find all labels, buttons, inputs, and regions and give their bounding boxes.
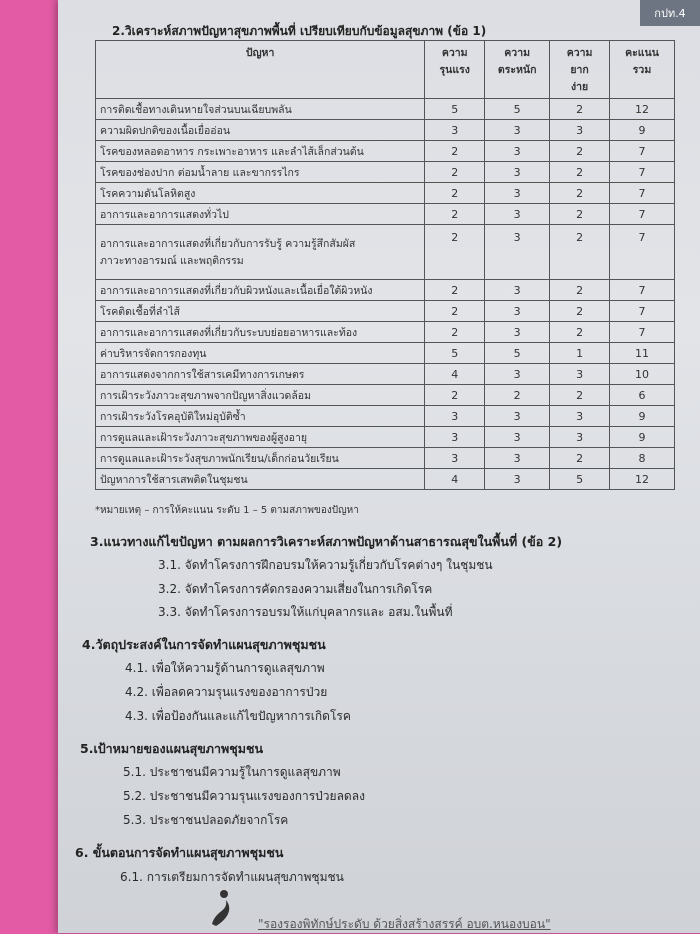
awareness-cell: 5: [485, 343, 550, 364]
severity-cell: 2: [425, 141, 485, 162]
awareness-cell: 3: [485, 141, 550, 162]
header-difficulty: ความ ยาก ง่าย: [550, 41, 610, 99]
problem-cell: ความผิดปกติของเนื้อเยื่ออ่อน: [96, 120, 425, 141]
problem-cell: โรคติดเชื้อที่ลำไส้: [96, 301, 425, 322]
total-cell: 7: [610, 204, 675, 225]
problem-cell: การติดเชื้อทางเดินหายใจส่วนบนเฉียบพลัน: [96, 99, 425, 120]
severity-cell: 2: [425, 301, 485, 322]
severity-cell: 2: [425, 225, 485, 280]
problem-cell: โรคของหลอดอาหาร กระเพาะอาหาร และลำไส้เล็กส่วนต้น: [96, 141, 425, 162]
awareness-cell: 3: [485, 280, 550, 301]
table-row: [96, 204, 675, 225]
severity-cell: 2: [425, 280, 485, 301]
awareness-cell: 3: [485, 162, 550, 183]
table-row: [96, 99, 675, 120]
table-row: [96, 385, 675, 406]
total-cell: 12: [610, 99, 675, 120]
header-total: คะแนน รวม: [610, 41, 675, 99]
difficulty-cell: 2: [550, 385, 610, 406]
awareness-cell: 3: [485, 364, 550, 385]
total-cell: 7: [610, 225, 675, 280]
total-cell: 12: [610, 469, 675, 490]
difficulty-cell: 5: [550, 469, 610, 490]
total-cell: 9: [610, 406, 675, 427]
difficulty-cell: 3: [550, 120, 610, 141]
severity-cell: 4: [425, 364, 485, 385]
difficulty-cell: 2: [550, 301, 610, 322]
list-item: 4.3. เพื่อป้องกันและแก้ไขปัญหาการเกิดโรค: [125, 709, 351, 723]
total-cell: 7: [610, 322, 675, 343]
difficulty-cell: 2: [550, 141, 610, 162]
form-code-tab: กปท.4: [640, 0, 700, 26]
awareness-cell: 2: [485, 385, 550, 406]
awareness-cell: 3: [485, 469, 550, 490]
table-row: [96, 406, 675, 427]
list-item: 6.1. การเตรียมการจัดทำแผนสุขภาพชุมชน: [120, 870, 344, 884]
problem-cell: การเฝ้าระวังโรคอุบัติใหม่อุบัติซ้ำ: [96, 406, 425, 427]
problem-cell: การเฝ้าระวังภาวะสุขภาพจากปัญหาสิ่งแวดล้อม: [96, 385, 425, 406]
awareness-cell: 3: [485, 204, 550, 225]
problem-cell: โรคความดันโลหิตสูง: [96, 183, 425, 204]
table-row: [96, 280, 675, 301]
awareness-cell: 3: [485, 225, 550, 280]
problem-cell: การดูแลและเฝ้าระวังสุขภาพนักเรียน/เด็กก่อนวัยเรียน: [96, 448, 425, 469]
awareness-cell: 3: [485, 120, 550, 141]
difficulty-cell: 2: [550, 99, 610, 120]
footer-slogan: "รองรองพิทักษ์ประดับ ด้วยสิ่งสร้างสรรค์ อบต.หนองบอน": [258, 917, 551, 931]
total-cell: 9: [610, 427, 675, 448]
severity-cell: 3: [425, 427, 485, 448]
list-item: 4.2. เพื่อลดความรุนแรงของอาการป่วย: [125, 685, 328, 699]
total-cell: 7: [610, 141, 675, 162]
list-item: 3.3. จัดทำโครงการอบรมให้แก่บุคลากรและ อสม.ในพื้นที่: [158, 605, 453, 619]
list-item: 4.1. เพื่อให้ความรู้ด้านการดูแลสุขภาพ: [125, 661, 325, 675]
total-cell: 8: [610, 448, 675, 469]
total-cell: 7: [610, 280, 675, 301]
table-row: [96, 183, 675, 204]
section-2-title: 2.วิเคราะห์สภาพปัญหาสุขภาพพื้นที่ เปรียบเทียบกับข้อมูลสุขภาพ (ข้อ 1): [112, 24, 487, 38]
severity-cell: 5: [425, 99, 485, 120]
severity-cell: 2: [425, 385, 485, 406]
problem-cell: อาการและอาการแสดงที่เกี่ยวกับผิวหนังและเนื้อเยื่อใต้ผิวหนัง: [96, 280, 425, 301]
severity-cell: 2: [425, 322, 485, 343]
awareness-cell: 3: [485, 448, 550, 469]
table-row: [96, 427, 675, 448]
total-cell: 9: [610, 120, 675, 141]
severity-cell: 4: [425, 469, 485, 490]
section-3-title: 3.แนวทางแก้ไขปัญหา ตามผลการวิเคราะห์สภาพปัญหาด้านสาธารณสุขในพื้นที่ (ข้อ 2): [90, 534, 563, 549]
severity-cell: 5: [425, 343, 485, 364]
severity-cell: 3: [425, 120, 485, 141]
section-6-title: 6. ขั้นตอนการจัดทำแผนสุขภาพชุมชน: [75, 845, 284, 860]
table-row: [96, 225, 675, 280]
problem-assessment-table: [95, 40, 675, 490]
scoring-note: *หมายเหตุ – การให้คะแนน ระดับ 1 – 5 ตามสภาพของปัญหา: [95, 505, 359, 516]
list-item: 5.1. ประชาชนมีความรู้ในการดูแลสุขภาพ: [123, 765, 341, 779]
table-row: [96, 162, 675, 183]
total-cell: 7: [610, 183, 675, 204]
list-item: 3.2. จัดทำโครงการคัดกรองความเสี่ยงในการเกิดโรค: [158, 582, 433, 596]
difficulty-cell: 2: [550, 162, 610, 183]
section-4-title: 4.วัตถุประสงค์ในการจัดทำแผนสุขภาพชุมชน: [82, 637, 326, 652]
section-5-title: 5.เป้าหมายของแผนสุขภาพชุมชน: [80, 741, 264, 756]
table-row: [96, 141, 675, 162]
total-cell: 11: [610, 343, 675, 364]
problem-cell: ปัญหาการใช้สารเสพติดในชุมชน: [96, 469, 425, 490]
table-row: [96, 343, 675, 364]
severity-cell: 2: [425, 162, 485, 183]
table-row: [96, 301, 675, 322]
problem-cell: อาการแสดงจากการใช้สารเคมีทางการเกษตร: [96, 364, 425, 385]
organization-logo-icon: [208, 888, 236, 928]
list-item: 5.2. ประชาชนมีความรุนแรงของการป่วยลดลง: [123, 789, 365, 803]
difficulty-cell: 3: [550, 427, 610, 448]
total-cell: 6: [610, 385, 675, 406]
difficulty-cell: 2: [550, 448, 610, 469]
header-problem: ปัญหา: [96, 41, 425, 99]
problem-cell: การดูแลและเฝ้าระวังภาวะสุขภาพของผู้สูงอายุ: [96, 427, 425, 448]
severity-cell: 3: [425, 406, 485, 427]
problem-cell: โรคของช่องปาก ต่อมน้ำลาย และขากรรไกร: [96, 162, 425, 183]
severity-cell: 2: [425, 204, 485, 225]
awareness-cell: 3: [485, 322, 550, 343]
difficulty-cell: 2: [550, 322, 610, 343]
awareness-cell: 3: [485, 427, 550, 448]
difficulty-cell: 1: [550, 343, 610, 364]
total-cell: 7: [610, 162, 675, 183]
awareness-cell: 3: [485, 406, 550, 427]
difficulty-cell: 2: [550, 183, 610, 204]
severity-cell: 3: [425, 448, 485, 469]
total-cell: 7: [610, 301, 675, 322]
table-row: [96, 120, 675, 141]
difficulty-cell: 3: [550, 406, 610, 427]
difficulty-cell: 3: [550, 364, 610, 385]
header-awareness: ความ ตระหนัก: [485, 41, 550, 99]
list-item: 3.1. จัดทำโครงการฝึกอบรมให้ความรู้เกี่ยวกับโรคต่างๆ ในชุมชน: [158, 558, 493, 572]
difficulty-cell: 2: [550, 280, 610, 301]
difficulty-cell: 2: [550, 204, 610, 225]
severity-cell: 2: [425, 183, 485, 204]
problem-cell: อาการและอาการแสดงที่เกี่ยวกับระบบย่อยอาหารและท้อง: [96, 322, 425, 343]
problem-cell: อาการและอาการแสดงทั่วไป: [96, 204, 425, 225]
awareness-cell: 3: [485, 183, 550, 204]
awareness-cell: 5: [485, 99, 550, 120]
total-cell: 10: [610, 364, 675, 385]
list-item: 5.3. ประชาชนปลอดภัยจากโรค: [123, 813, 289, 827]
table-header-row: [96, 41, 675, 99]
table-row: [96, 448, 675, 469]
difficulty-cell: 2: [550, 225, 610, 280]
table-row: [96, 364, 675, 385]
awareness-cell: 3: [485, 301, 550, 322]
problem-cell: ค่าบริหารจัดการกองทุน: [96, 343, 425, 364]
header-severity: ความ รุนแรง: [425, 41, 485, 99]
problem-cell: อาการและอาการแสดงที่เกี่ยวกับการรับรู้ ความรู้สึกสัมผัส ภาวะทางอารมณ์ และพฤติกรรม: [96, 225, 425, 280]
table-row: [96, 469, 675, 490]
table-row: [96, 322, 675, 343]
